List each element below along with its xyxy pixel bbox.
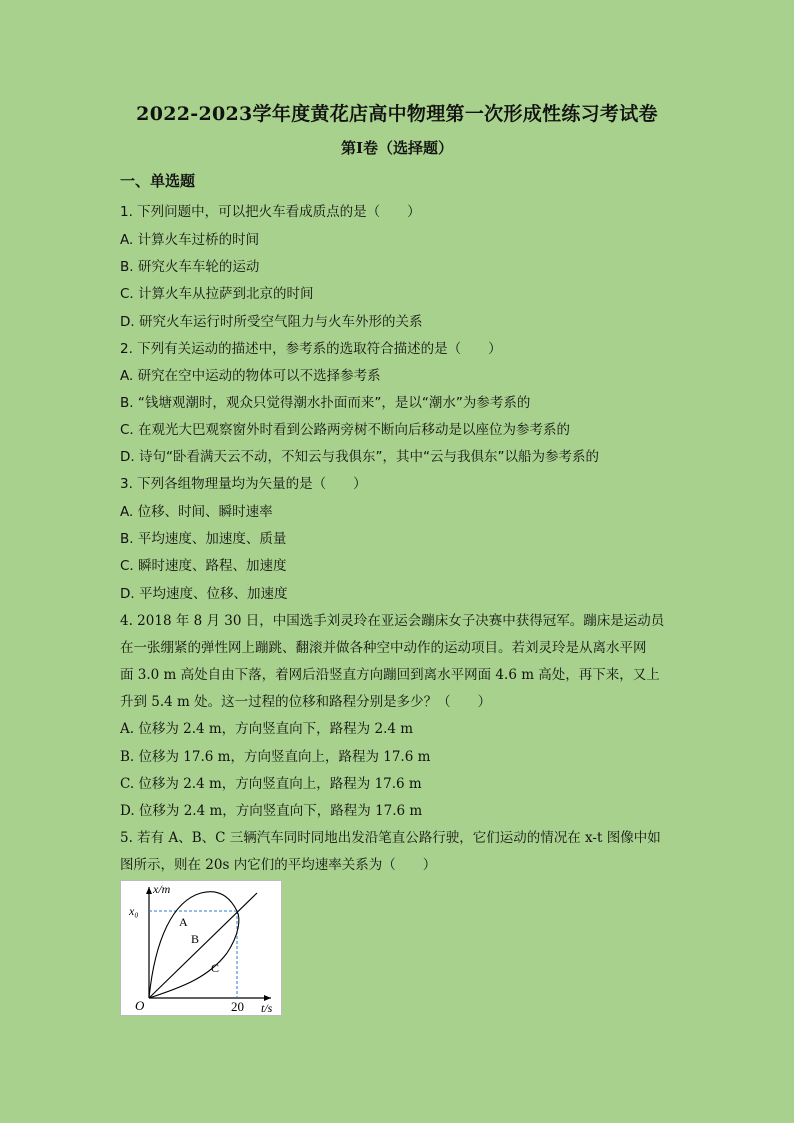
curve-a-label: A — [179, 915, 188, 929]
q3-option-d: D. 平均速度、位移、加速度 — [120, 586, 288, 602]
line-b — [149, 893, 257, 998]
q1-option-b: B. 研究火车车轮的运动 — [120, 259, 260, 275]
q4-option-a: A. 位移为 2.4 m，方向竖直向下，路程为 2.4 m — [120, 721, 414, 737]
q2-option-b: B. “钱塘观潮时，观众只觉得潮水扑面而来”，是以“潮水”为参考系的 — [120, 395, 531, 411]
y-axis-label: x/m — [153, 882, 171, 896]
q4-option-b: B. 位移为 17.6 m，方向竖直向上，路程为 17.6 m — [120, 749, 431, 765]
q2-option-c: C. 在观光大巴观察窗外时看到公路两旁树不断向后移动是以座位为参考系的 — [120, 422, 571, 438]
exam-title: 2022-2023学年度黄花店高中物理第一次形成性练习考试卷 — [136, 103, 658, 125]
q2-option-d: D. 诗句“卧看满天云不动，不知云与我俱东”，其中“云与我俱东”以船为参考系的 — [120, 449, 599, 465]
q1-option-d: D. 研究火车运行时所受空气阻力与火车外形的关系 — [120, 314, 423, 330]
t20-tick-label: 20 — [231, 999, 244, 1014]
xt-graph-svg — [121, 881, 281, 1015]
question-4-line-4: 升到 5.4 m 处。这一过程的位移和路程分别是多少？（ ） — [120, 694, 492, 710]
xt-graph — [120, 880, 282, 1016]
x-axis-arrow-icon — [146, 887, 152, 894]
line-b-label: B — [191, 932, 200, 946]
q3-option-a: A. 位移、时间、瞬时速率 — [120, 504, 273, 520]
q1-option-c: C. 计算火车从拉萨到北京的时间 — [120, 286, 314, 302]
q4-option-c: C. 位移为 2.4 m，方向竖直向上，路程为 17.6 m — [120, 776, 422, 792]
question-4-line-1: 4. 2018 年 8 月 30 日，中国选手刘灵玲在亚运会蹦床女子决赛中获得冠军。蹦床是运动员 — [120, 613, 665, 629]
question-2: 2. 下列有关运动的描述中，参考系的选取符合描述的是（ ） — [120, 341, 502, 357]
q4-option-d: D. 位移为 2.4 m，方向竖直向下，路程为 17.6 m — [120, 803, 423, 819]
question-5-line-1: 5. 若有 A、B、C 三辆汽车同时同地出发沿笔直公路行驶，它们运动的情况在 x-t 图像中如 — [120, 830, 661, 846]
question-4-line-3: 面 3.0 m 高处自由下落，着网后沿竖直方向蹦回到离水平网面 4.6 m 高处，再下来，又上 — [120, 667, 660, 683]
q2-option-a: A. 研究在空中运动的物体可以不选择参考系 — [120, 368, 381, 384]
volume-subtitle: 第I卷（选择题） — [340, 139, 454, 157]
question-3: 3. 下列各组物理量均为矢量的是（ ） — [120, 476, 367, 492]
origin-label: O — [135, 998, 145, 1013]
question-5-line-2: 图所示，则在 20s 内它们的平均速率关系为（ ） — [120, 857, 437, 873]
question-1: 1. 下列问题中，可以把火车看成质点的是（ ） — [120, 204, 421, 220]
question-4-line-2: 在一张绷紧的弹性网上蹦跳、翻滚并做各种空中动作的运动项目。若刘灵玲是从离水平网 — [120, 640, 647, 656]
section-heading: 一、单选题 — [120, 172, 196, 190]
x0-tick-label: x₀ — [129, 904, 139, 918]
q3-option-b: B. 平均速度、加速度、质量 — [120, 531, 287, 547]
q3-option-c: C. 瞬时速度、路程、加速度 — [120, 558, 287, 574]
x-axis-label: t/s — [261, 1001, 273, 1015]
q1-option-a: A. 计算火车过桥的时间 — [120, 232, 260, 248]
curve-c-label: C — [211, 961, 220, 975]
